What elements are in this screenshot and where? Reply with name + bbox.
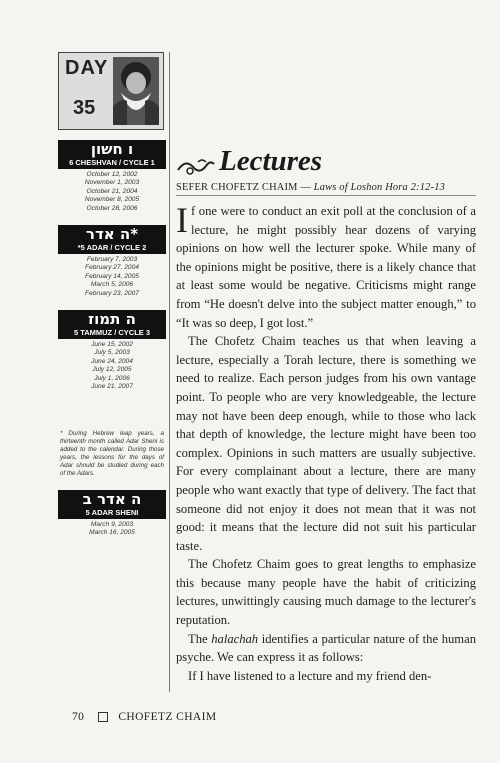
day-number: 35	[73, 97, 96, 119]
date-list	[56, 171, 168, 213]
article-body	[176, 202, 476, 685]
paragraph: The Chofetz Chaim teaches us that when leaving a lecture, especially a Torah lecture, there is something we need to realize. Each person judges from his own vantage point. To people who are very knowledgeable, the lecture may not have been deep enough, while to those who lack that depth of knowledge, the lecture might have been too complex. Opinions in such matters are usually subjective. For every complainant about a lecture, there are many people who want exactly that type of delivery. The fact that someone did not enjoy it does not mean that it was not good: it means that the lecture did not suit his particular taste.	[176, 334, 476, 553]
date-item: July 5, 2003	[94, 349, 130, 357]
page-number: 70	[72, 711, 85, 723]
running-head: CHOFETZ CHAIM	[118, 711, 217, 723]
cycle-2	[56, 225, 168, 298]
italic-term: halachah	[211, 631, 259, 646]
title-row	[176, 142, 476, 176]
date-item: February 14, 2005	[85, 272, 139, 280]
hebrew-date: ה אדר ב	[58, 490, 166, 508]
date-list	[56, 341, 168, 391]
column-divider	[169, 52, 170, 692]
hebrew-date: ו חשון	[58, 140, 166, 158]
source-ref: Laws of Loshon Hora 2:12-13	[313, 182, 446, 193]
paragraph	[176, 202, 476, 332]
paragraph: If I have listened to a lecture and my friend den-	[188, 668, 432, 683]
date-item: July 12, 2005	[92, 366, 132, 374]
date-item: June 15, 2002	[91, 341, 133, 349]
date-item: March 5, 2006	[90, 281, 134, 289]
main-column	[176, 142, 476, 685]
source-reference	[176, 182, 476, 196]
leap-year-footnote: * During Hebrew leap years, a thirteenth month called Adar Sheni is added to the calendar. During those years, the lessons for the days of Adar should be studied during each of the Adars.	[60, 429, 164, 477]
hebrew-date: ה תמוז	[58, 310, 166, 328]
page-footer	[72, 711, 216, 723]
date-item: June 21, 2007	[91, 383, 133, 391]
date-item: November 8, 2005	[84, 196, 140, 204]
date-item: March 16, 2005	[89, 528, 135, 536]
paragraph	[176, 630, 476, 667]
date-item: October 12, 2002	[86, 171, 138, 178]
paragraph: The Chofetz Chaim goes to great lengths to emphasize this because many people have the habit of criticizing lectures, unwittingly causing much damage to the lecturer's reputation.	[176, 557, 476, 628]
cycle-label: 6 CHESHVAN / CYCLE 1	[58, 158, 166, 169]
date-list	[56, 256, 168, 298]
source-book: SEFER CHOFETZ CHAIM —	[176, 182, 314, 193]
cycle-label: *5 ADAR / CYCLE 2	[58, 243, 166, 254]
date-list	[56, 521, 168, 538]
page-title: Lectures	[219, 145, 323, 177]
date-item: February 27, 2004	[85, 264, 139, 272]
date-item: June 24, 2004	[91, 357, 133, 365]
rabbi-portrait-image	[113, 57, 159, 125]
date-item: October 28, 2006	[86, 204, 138, 212]
adar-sheni	[56, 490, 168, 538]
date-item: March 9, 2003	[90, 520, 134, 528]
day-box	[58, 52, 164, 130]
flourish-ornament-icon	[176, 156, 216, 176]
date-item: November 1, 2003	[84, 179, 140, 187]
cycle-label: 5 TAMMUZ / CYCLE 3	[58, 328, 166, 339]
date-item: October 21, 2004	[86, 187, 138, 195]
text-run: identifies a particular nature of the human psyche. We can express it as follows:	[176, 631, 476, 665]
hebrew-date: *ה אדר	[58, 225, 166, 243]
square-separator-icon	[98, 712, 108, 722]
calendar-sidebar	[56, 52, 168, 537]
drop-cap: I	[176, 200, 188, 240]
cycle-3	[56, 310, 168, 391]
date-item: February 23, 2007	[85, 289, 139, 297]
date-item: February 7, 2003	[86, 256, 138, 264]
cycle-label: 5 ADAR SHENI	[58, 508, 166, 519]
text-run: The	[188, 631, 212, 646]
cycle-1	[56, 140, 168, 213]
day-label: DAY	[65, 57, 109, 79]
date-item: July 1, 2006	[94, 374, 130, 382]
paragraph-text: f one were to conduct an exit poll at the conclusion of a lecture, he might possibly hear dozens of varying opinions on how well the lecturer spoke. While many of the opinions might be positive, there is a likely chance that at least some would be negative. Criticisms might range from “He doesn't delve into the subject matter enough,” to “It was so deep, I got lost.”	[176, 204, 476, 330]
